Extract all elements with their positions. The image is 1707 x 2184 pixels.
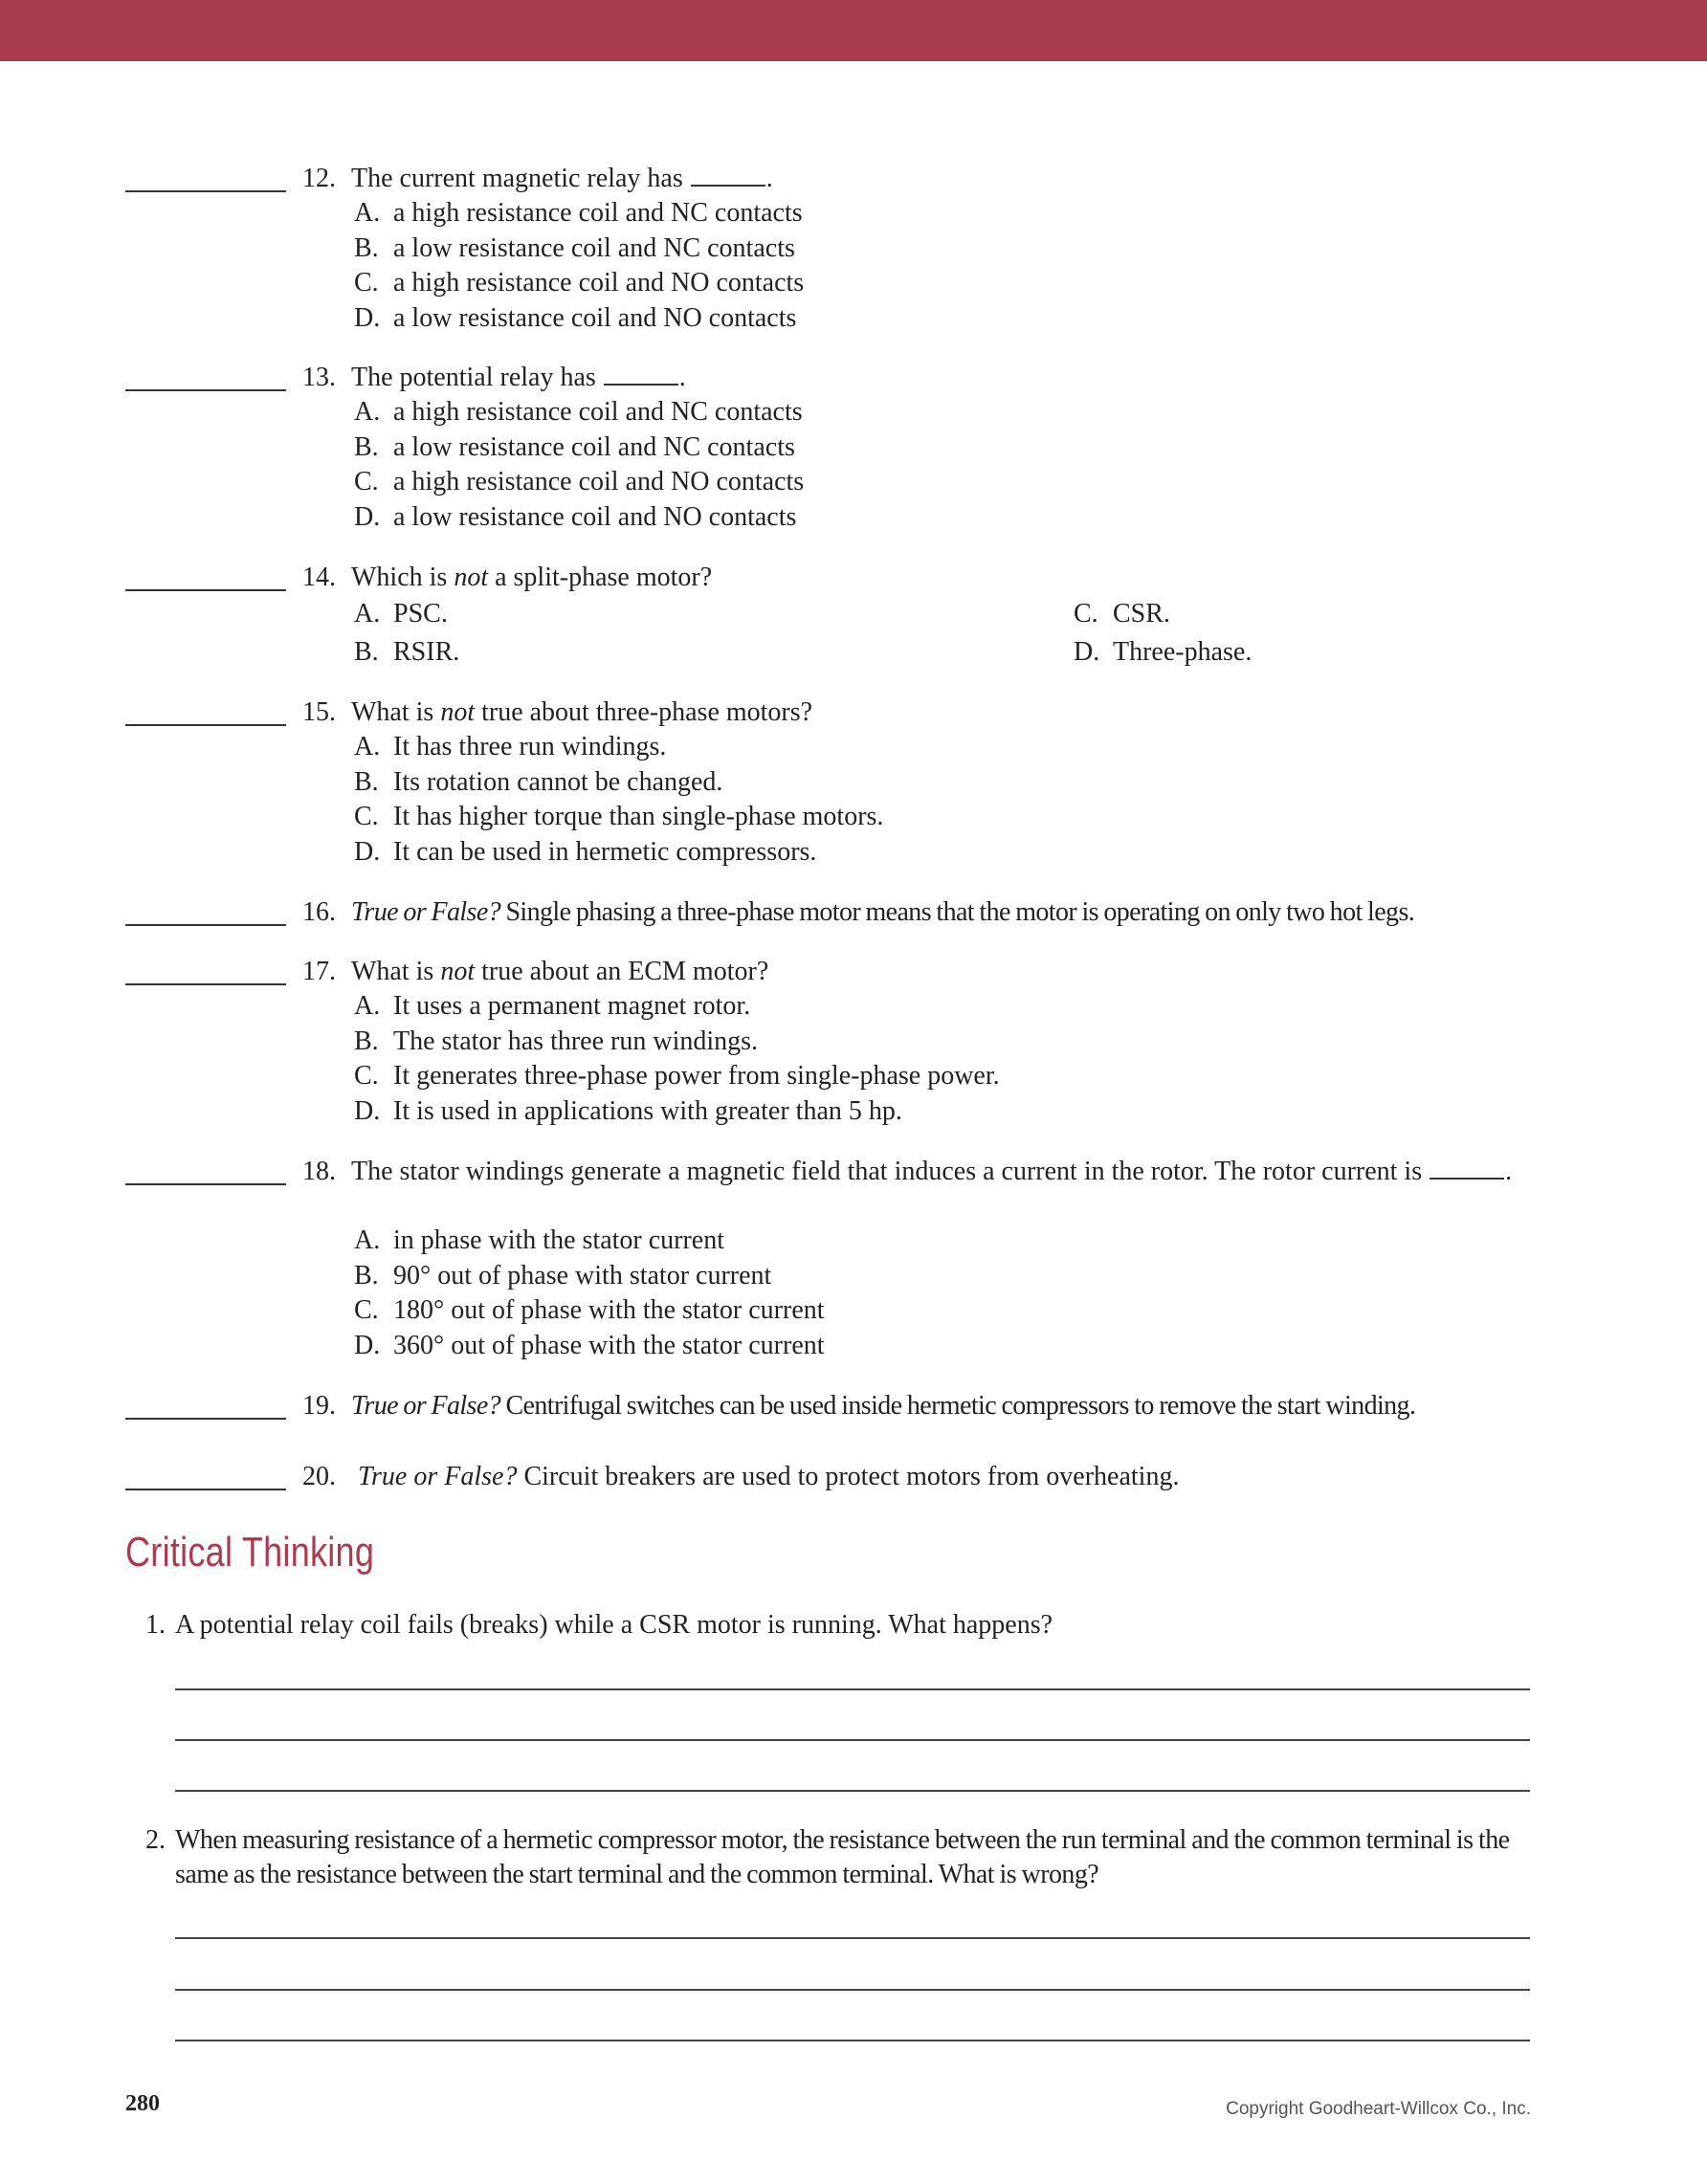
answer-blank[interactable]: [125, 1489, 286, 1490]
option[interactable]: C. 180° out of phase with the stator current: [354, 1295, 825, 1325]
question-number: 14.: [302, 563, 336, 592]
question-number: 13.: [302, 363, 336, 392]
answer-line[interactable]: [175, 2040, 1530, 2041]
option[interactable]: B. The stator has three run windings.: [354, 1026, 759, 1056]
question-stem: True or False? Single phasing a three-phase motor means that the motor is operating on only two hot legs.: [351, 897, 1415, 927]
option[interactable]: C. CSR.: [1074, 599, 1170, 629]
answer-line[interactable]: [175, 1739, 1530, 1741]
option[interactable]: B. 90° out of phase with stator current: [354, 1260, 772, 1291]
answer-blank[interactable]: [125, 1418, 286, 1420]
option[interactable]: A. a high resistance coil and NC contacts: [354, 397, 803, 427]
answer-line[interactable]: [175, 1688, 1530, 1690]
question-number: 15.: [302, 697, 336, 727]
question-number: 18.: [302, 1157, 336, 1186]
option[interactable]: C. a high resistance coil and NO contacts: [354, 268, 805, 298]
answer-blank[interactable]: [125, 389, 286, 391]
page-number: 280: [125, 2091, 160, 2116]
question-stem: Which is not a split-phase motor?: [351, 563, 713, 592]
question-stem: The current magnetic relay has .: [351, 164, 773, 193]
option[interactable]: A. a high resistance coil and NC contacts: [354, 198, 803, 228]
option[interactable]: D. It can be used in hermetic compressors.: [354, 836, 817, 867]
option[interactable]: D. Three-phase.: [1074, 637, 1253, 667]
option[interactable]: A. It has three run windings.: [354, 732, 667, 761]
inline-blank: [691, 164, 765, 187]
option[interactable]: D. 360° out of phase with the stator current: [354, 1330, 825, 1360]
options: [354, 989, 1000, 1129]
option[interactable]: A. in phase with the stator current: [354, 1225, 725, 1255]
question-stem: True or False? Centrifugal switches can be used inside hermetic compressors to remove the start winding.: [351, 1391, 1416, 1421]
option[interactable]: B. a low resistance coil and NC contacts: [354, 431, 795, 462]
inline-blank: [604, 363, 678, 386]
question-stem: True or False? Circuit breakers are used to protect motors from overheating.: [358, 1462, 1180, 1491]
option[interactable]: B. a low resistance coil and NC contacts: [354, 232, 795, 263]
copyright-notice: Copyright Goodheart-Willcox Co., Inc.: [1226, 2099, 1531, 2119]
top-accent-bar: [0, 0, 1707, 61]
answer-blank[interactable]: [125, 589, 286, 591]
option[interactable]: A. PSC.: [354, 599, 448, 629]
question-stem: The stator windings generate a magnetic field that induces a current in the rotor. The rotor current is .: [351, 1157, 1513, 1186]
question-stem: The potential relay has .: [351, 363, 686, 392]
question-number: 16.: [302, 897, 336, 927]
item-number: 1.: [145, 1610, 166, 1640]
answer-line[interactable]: [175, 1989, 1530, 1991]
option[interactable]: A. It uses a permanent magnet rotor.: [354, 991, 751, 1021]
inline-blank: [1430, 1157, 1504, 1180]
options: [354, 196, 804, 336]
item-text: A potential relay coil fails (breaks) while a CSR motor is running. What happens?: [175, 1610, 1053, 1640]
answer-line[interactable]: [175, 1937, 1530, 1939]
answer-blank[interactable]: [125, 190, 286, 192]
section-heading: Critical Thinking: [125, 1529, 375, 1576]
question-number: 19.: [302, 1391, 336, 1421]
option[interactable]: C. It has higher torque than single-phase motors.: [354, 802, 884, 831]
item-number: 2.: [145, 1825, 166, 1855]
options: [354, 395, 804, 535]
option[interactable]: D. a low resistance coil and NO contacts: [354, 302, 797, 333]
options: [354, 1224, 825, 1363]
question-number: 12.: [302, 164, 336, 193]
option[interactable]: D. a low resistance coil and NO contacts: [354, 501, 797, 532]
answer-blank[interactable]: [125, 924, 286, 926]
options: [354, 730, 883, 870]
option[interactable]: B. RSIR.: [354, 637, 460, 667]
question-number: 17.: [302, 957, 336, 986]
option[interactable]: C. a high resistance coil and NO contacts: [354, 467, 805, 496]
answer-blank[interactable]: [125, 724, 286, 726]
option[interactable]: C. It generates three-phase power from single-phase power.: [354, 1061, 1000, 1091]
option[interactable]: D. It is used in applications with greater than 5 hp.: [354, 1095, 902, 1126]
question-stem: What is not true about three-phase motors?: [351, 697, 813, 727]
item-text: When measuring resistance of a hermetic compressor motor, the resistance between the run terminal and the common terminal is the same as the resistance between the start terminal and the common terminal. What is wrong?: [175, 1825, 1510, 1889]
answer-blank[interactable]: [125, 983, 286, 985]
question-stem: What is not true about an ECM motor?: [351, 957, 769, 986]
option[interactable]: B. Its rotation cannot be changed.: [354, 766, 723, 797]
answer-line[interactable]: [175, 1790, 1530, 1792]
answer-blank[interactable]: [125, 1183, 286, 1185]
question-number: 20.: [302, 1462, 336, 1491]
